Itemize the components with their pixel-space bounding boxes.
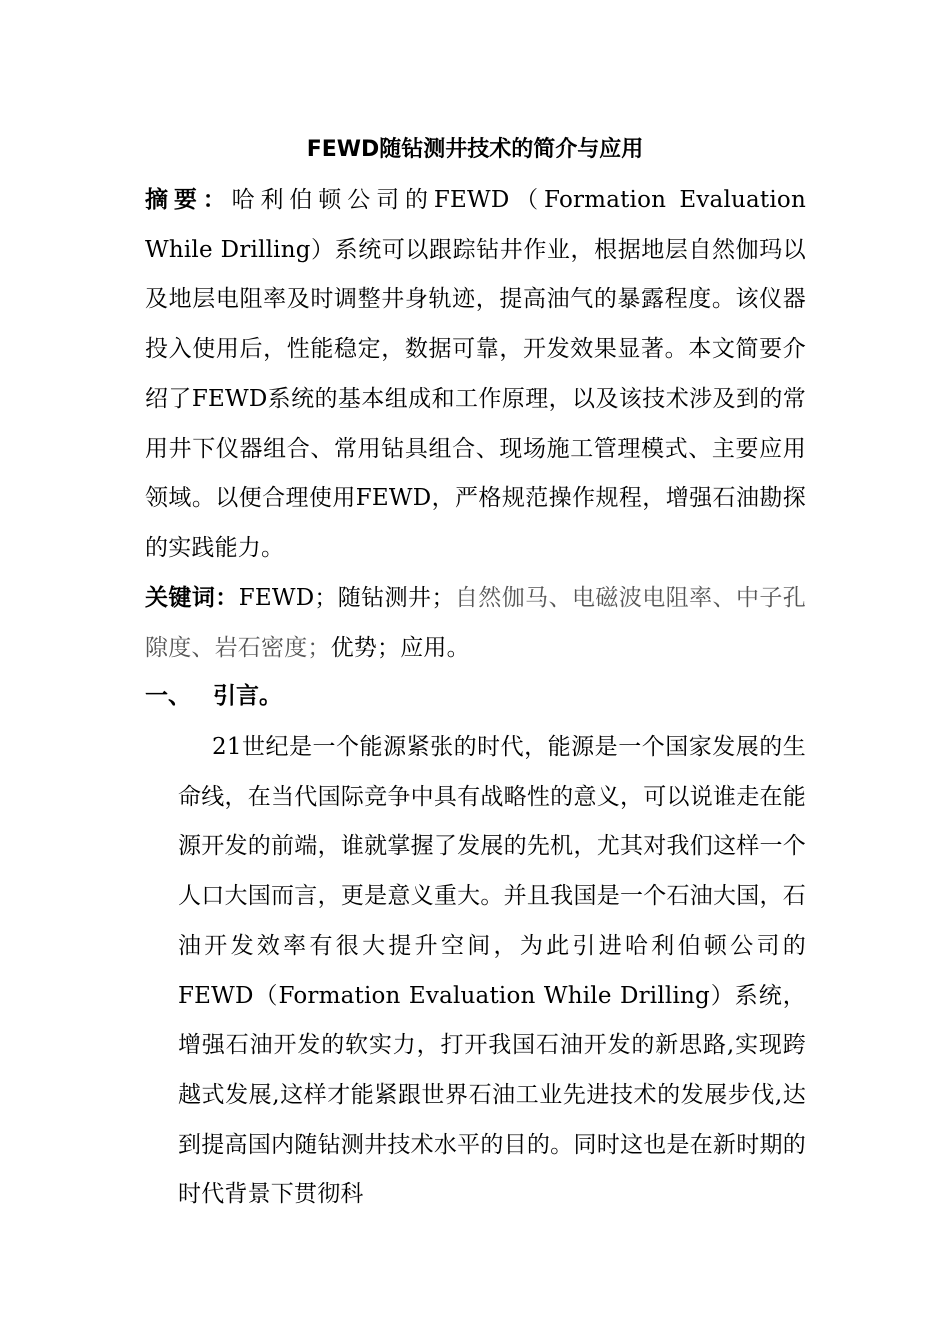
keywords-text-secondary: 自然伽马、电磁波电阻率、中子孔隙度、岩石密度； <box>145 585 806 661</box>
document-title: FEWD随钻测井技术的简介与应用 <box>306 137 644 162</box>
keywords-paragraph <box>145 574 806 673</box>
section-title: 引言。 <box>213 683 282 709</box>
abstract-text: 哈利伯顿公司的FEWD（Formation Evaluation While Drilling）系统可以跟踪钻井作业，根据地层自然伽玛以及地层电阻率及时调整井身轨迹，提高油气的暴露程度。该仪器投入使用后，性能稳定，数据可靠，开发效果显著。本文简要介绍了FEWD系统的基本组成和工作原理，以及该技术涉及到的常用井下仪器组合、常用钻具组合、现场施工管理模式、主要应用领域。以便合理使用FEWD，严格规范操作规程，增强石油勘探的实践能力。 <box>145 187 806 561</box>
section-number: 一、 <box>145 683 191 709</box>
keywords-text-primary: FEWD；随钻测井； <box>238 585 455 611</box>
abstract-label: 摘要： <box>145 187 232 213</box>
keywords-text-tail: 优势；应用。 <box>330 634 470 661</box>
abstract-paragraph <box>145 176 806 574</box>
section-heading-introduction <box>145 676 282 716</box>
introduction-paragraph: 21世纪是一个能源紧张的时代，能源是一个国家发展的生命线，在当代国际竞争中具有战略性的意义，可以说谁走在能源开发的前端，谁就掌握了发展的先机，尤其对我们这样一个人口大国而言，更是意义重大。并且我国是一个石油大国，石油开发效率有很大提升空间，为此引进哈利伯顿公司的FEWD（Formation Evaluation While Drilling）系统，增强石油开发的软实力，打开我国石油开发的新思路,实现跨越式发展,这样才能紧跟世界石油工业先进技术的发展步伐,达到提高国内随钻测井技术水平的目的。同时这也是在新时期的时代背景下贯彻科 <box>178 734 806 1208</box>
keywords-label: 关键词： <box>145 585 239 611</box>
